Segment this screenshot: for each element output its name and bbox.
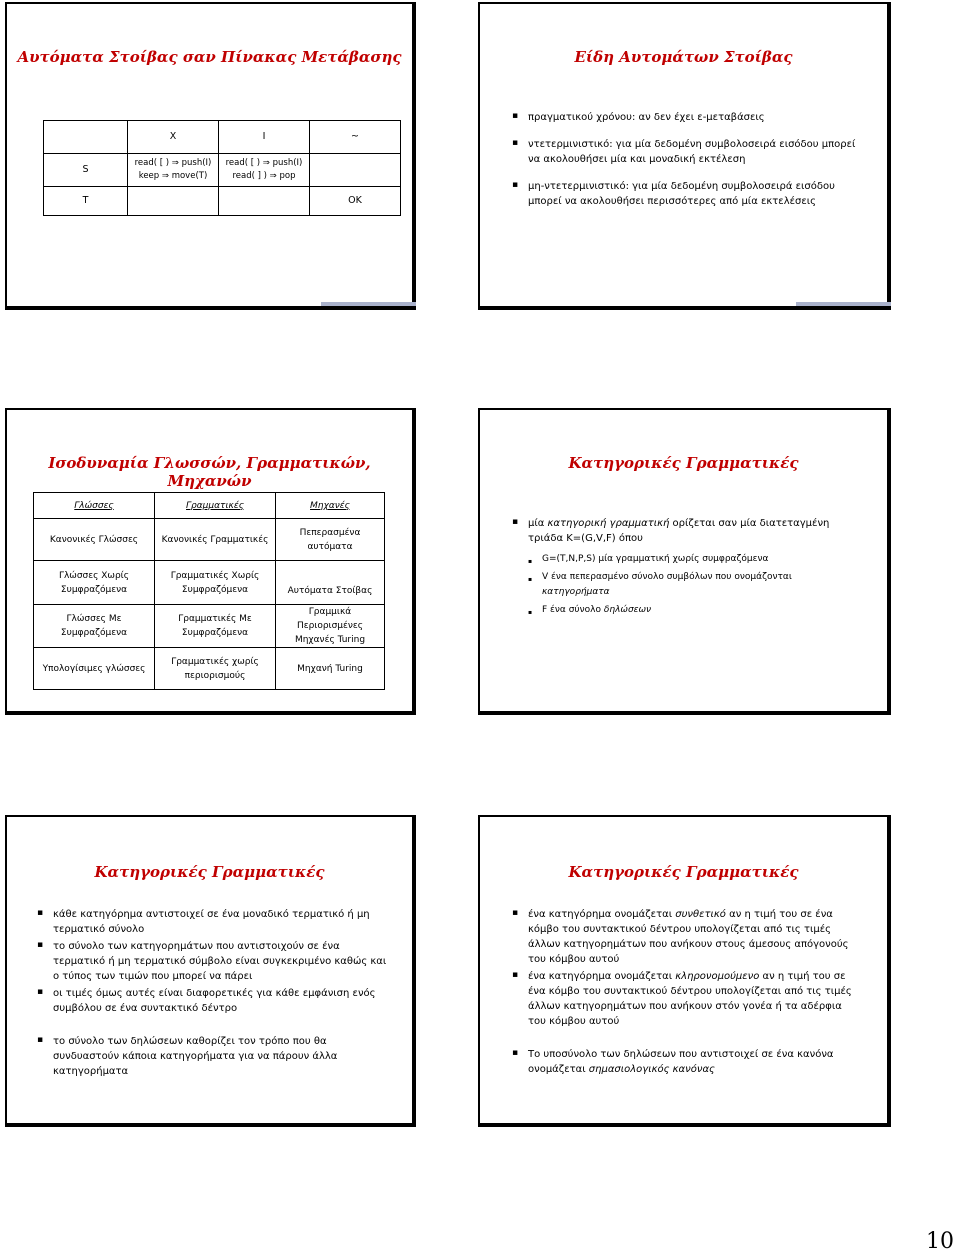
header-grammars: Γραμματικές (155, 493, 276, 519)
emphasis: κατηγορική γραμματική (547, 518, 670, 529)
slide-title: Κατηγορικές Γραμματικές (568, 454, 799, 472)
sub-item (528, 570, 862, 600)
text-run: ορίζεται σαν μία διατεταγμένη τριάδα K=(G,V,F) όπου (528, 518, 830, 544)
text-run: F ένα σύνολο (542, 605, 604, 615)
slide-categorial-def (478, 408, 891, 715)
cell-s-x (128, 154, 219, 187)
list-item (512, 516, 862, 618)
list-item (512, 969, 862, 1029)
text-run: Το υποσύνολο των δηλώσεων που αντιστοιχεί σε ένα κανόνα ονομάζεται (528, 1049, 834, 1075)
state-t: T (44, 187, 128, 216)
emphasis: κατηγορήματα (542, 587, 610, 597)
cell-t-tilde: OK (310, 187, 401, 216)
cell-line: read( [ ) ⇒ push(I) (134, 158, 212, 168)
table-cell: Γραμμικά Περιορισμένες Μηχανές Turing (276, 605, 385, 648)
cell-line: keep ⇒ move(T) (138, 171, 208, 181)
bottom-bar (321, 302, 416, 306)
list-item: ▪ οι τιμές όμως αυτές είναι διαφορετικές για κάθε εμφάνιση ενός συμβόλου σε ένα συντακτικό δέντρο (37, 986, 387, 1016)
page-number: 10 (926, 1229, 954, 1254)
table-cell: Αυτόματα Στοίβας (276, 561, 385, 605)
slide-transition-table (5, 2, 416, 310)
list-item: ▪ κάθε κατηγόρημα αντιστοιχεί σε ένα μοναδικό τερματικό ή μη τερματικό σύνολο (37, 907, 387, 937)
slide-title: Είδη Αυτομάτων Στοίβας (574, 48, 793, 66)
bottom-bar (796, 302, 891, 306)
list-item: ▪ το σύνολο των δηλώσεων καθορίζει τον τρόπο που θα συνδυαστούν κάποια κατηγορήματα για να πάρουν άλλα κατηγορήματα (37, 1034, 387, 1079)
header-languages: Γλώσσες (34, 493, 155, 519)
list-item: ▪ το σύνολο των κατηγορημάτων που αντιστοιχούν σε ένα τερματικό ή μη τερματικό σύμβολο είναι συγκεκριμένο καθώς και ο τύπος των τιμών που μπορεί να πάρει (37, 939, 387, 984)
cell-t-x (128, 187, 219, 216)
text-run: αν η τιμή του σε ένα κόμβο του συντακτικού δέντρου υπολογίζεται από τις τιμές άλλων κατηγορημάτων που ανήκουν στους άμεσους απόγονούς του κόμβου αυτού (528, 909, 849, 965)
emphasis: σημασιολογικός κανόνας (588, 1064, 715, 1075)
bullet-list (37, 907, 387, 1089)
table-corner (44, 121, 128, 154)
table-cell: Γλώσσες Χωρίς Συμφραζόμενα (34, 561, 155, 605)
list-item: ▪ μη-ντετερμινιστικό: για μία δεδομένη συμβολοσειρά εισόδου μπορεί να ακολουθήσει περισσότερες από μία εκτελέσεις (512, 179, 858, 209)
cell-s-i (219, 154, 310, 187)
list-item (512, 907, 862, 967)
table-cell: Κανονικές Γραμματικές (155, 519, 276, 561)
text-run: μία (528, 518, 548, 529)
table-cell: Κανονικές Γλώσσες (34, 519, 155, 561)
text-run: V ένα πεπερασμένο σύνολο συμβόλων που ονομάζονται (542, 572, 792, 582)
slide-categorial-props (5, 815, 416, 1127)
table-cell: Γλώσσες Με Συμφραζόμενα (34, 605, 155, 648)
sub-list (528, 552, 862, 618)
table-cell: Υπολογίσιμες γλώσσες (34, 648, 155, 690)
emphasis: συνθετικό (675, 909, 726, 920)
slide-equivalence (5, 408, 416, 715)
state-s: S (44, 154, 128, 187)
transition-table (43, 120, 401, 216)
slide-title: Κατηγορικές Γραμματικές (568, 863, 799, 881)
bullet-list (512, 907, 862, 1087)
slide-title: Ισοδυναμία Γλωσσών, Γραμματικών, Μηχανών (48, 454, 371, 490)
emphasis: δηλώσεων (603, 605, 652, 615)
text-run: ένα κατηγόρημα ονομάζεται (528, 909, 676, 920)
table-cell: Γραμματικές χωρίς περιορισμούς (155, 648, 276, 690)
bullet-list (512, 516, 862, 628)
header-machines: Μηχανές (276, 493, 385, 519)
bullet-list (512, 110, 858, 219)
header-x: X (128, 121, 219, 154)
table-cell: Μηχανή Turing (276, 648, 385, 690)
slide-pda-types (478, 2, 891, 310)
list-item (512, 1047, 862, 1077)
table-cell: Πεπερασμένα αυτόματα (276, 519, 385, 561)
header-tilde: ~ (310, 121, 401, 154)
text-run: αν η τιμή του σε ένα κόμβο του συντακτικού δέντρου υπολογίζεται από τις τιμές άλλων κατηγορημάτων που ανήκουν στόν γονέα ή τα αδέρφια του κόμβου αυτού (528, 971, 852, 1027)
equivalence-table (33, 492, 385, 690)
list-item: ▪ ντετερμινιστικό: για μία δεδομένη συμβολοσειρά εισόδου μπορεί να ακολουθήσει μία και μοναδική εκτέλεση (512, 137, 858, 167)
cell-s-tilde (310, 154, 401, 187)
table-cell: Γραμματικές Χωρίς Συμφραζόμενα (155, 561, 276, 605)
cell-t-i (219, 187, 310, 216)
sub-item (528, 603, 862, 618)
cell-line: read( ] ) ⇒ pop (232, 171, 296, 181)
slide-categorial-kinds (478, 815, 891, 1127)
emphasis: κληρονομούμενο (675, 971, 760, 982)
text-run: ένα κατηγόρημα ονομάζεται (528, 971, 676, 982)
slide-title: Κατηγορικές Γραμματικές (94, 863, 325, 881)
list-item: ▪ πραγματικού χρόνου: αν δεν έχει ε-μεταβάσεις (512, 110, 858, 125)
cell-line: read( [ ) ⇒ push(I) (225, 158, 303, 168)
slide-title: Αυτόματα Στοίβας σαν Πίνακας Μετάβασης (17, 48, 402, 66)
sub-item: ▪ G=(T,N,P,S) μία γραμματική χωρίς συμφραζόμενα (528, 552, 862, 567)
table-cell: Γραμματικές Με Συμφραζόμενα (155, 605, 276, 648)
header-i: I (219, 121, 310, 154)
